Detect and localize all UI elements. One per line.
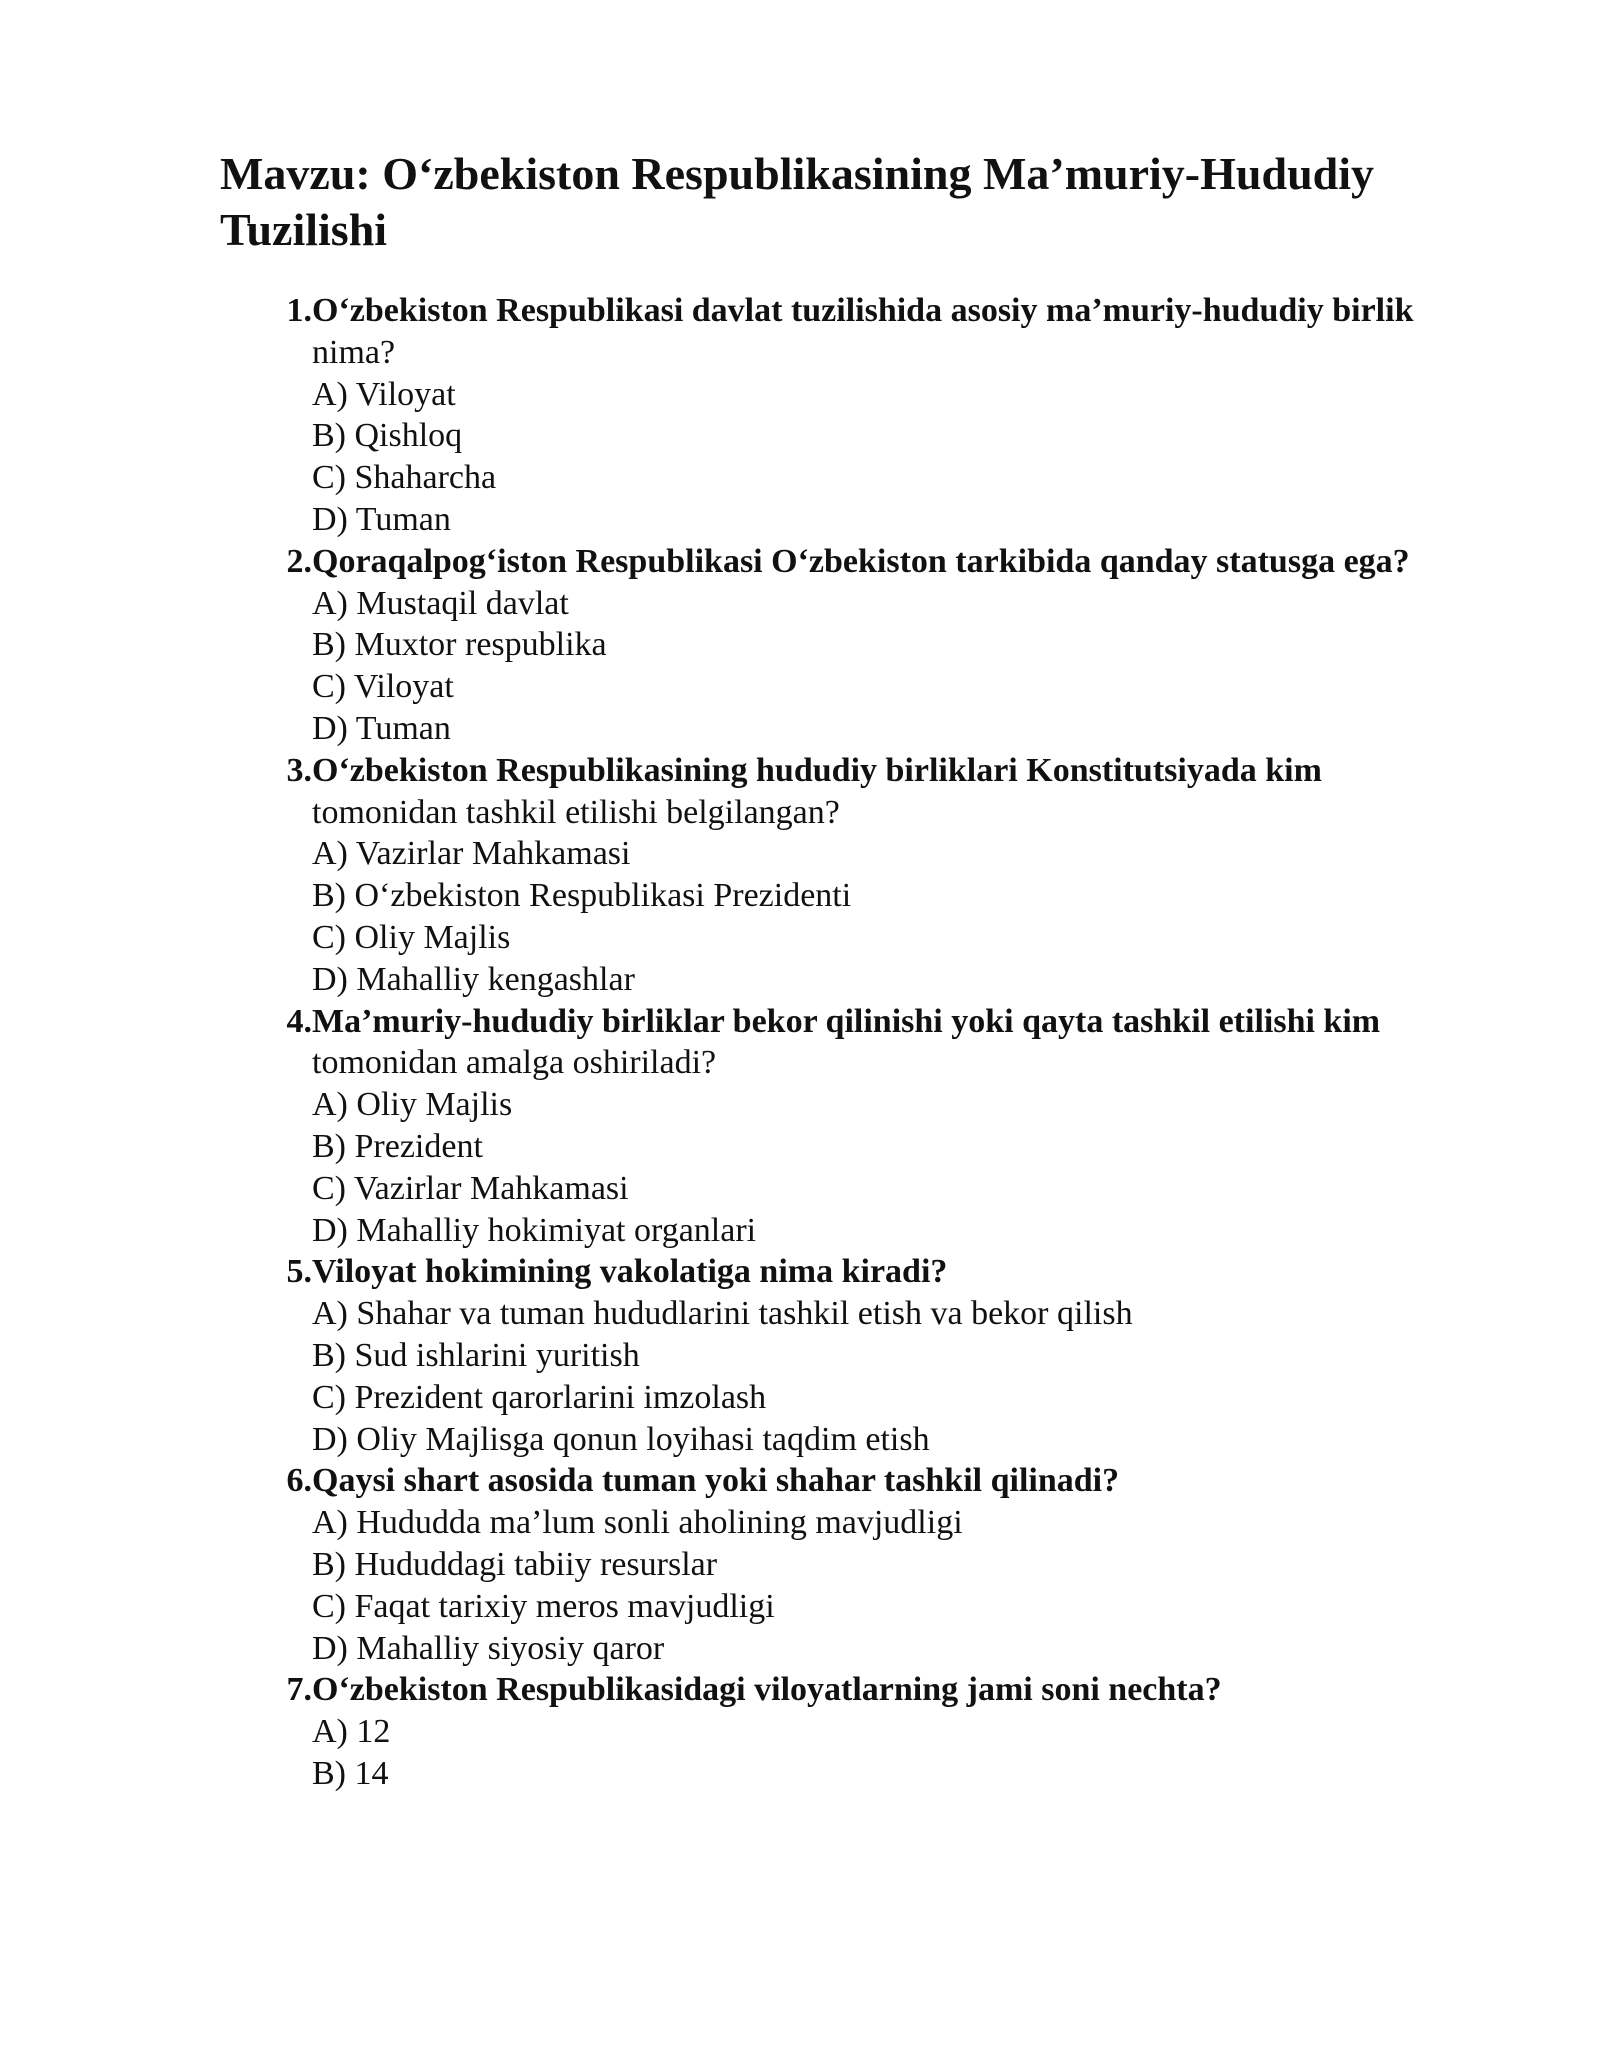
answer-option: D) Mahalliy siyosiy qaror bbox=[312, 1629, 665, 1667]
answer-option: C) Faqat tarixiy meros mavjudligi bbox=[312, 1587, 775, 1625]
answer-option: C) Shaharcha bbox=[312, 459, 497, 497]
answer-option: B) Qishloq bbox=[312, 417, 463, 455]
question-item bbox=[0, 1251, 1600, 1460]
question-text bbox=[312, 750, 1462, 834]
question-item bbox=[0, 1669, 1600, 1794]
question-body bbox=[312, 750, 1462, 1001]
answer-option: B) Muxtor respublika bbox=[312, 626, 607, 664]
question-text bbox=[312, 1460, 1462, 1502]
answer-option: A) Vazirlar Mahkamasi bbox=[312, 835, 631, 873]
question-body bbox=[312, 541, 1462, 750]
answer-option: A) Viloyat bbox=[312, 375, 456, 413]
question-number: 1. bbox=[286, 292, 312, 329]
question-item bbox=[0, 541, 1600, 750]
answer-option: D) Oliy Majlisga qonun loyihasi taqdim etish bbox=[312, 1420, 930, 1458]
answer-option: D) Tuman bbox=[312, 500, 451, 538]
answer-option: A) Shahar va tuman hududlarini tashkil etish va bekor qilish bbox=[312, 1295, 1133, 1333]
answer-option: C) Prezident qarorlarini imzolash bbox=[312, 1378, 767, 1416]
answer-option: A) 12 bbox=[312, 1713, 391, 1751]
question-normal-text: nima? bbox=[312, 333, 396, 371]
question-bold-text: O‘zbekiston Respublikasidagi viloyatlarning jami soni nechta? bbox=[312, 1671, 1222, 1709]
answer-option: D) Mahalliy hokimiyat organlari bbox=[312, 1211, 757, 1249]
question-bold-text: Qoraqalpog‘iston Respublikasi O‘zbekiston tarkibida qanday statusga ega? bbox=[312, 542, 1410, 580]
question-body bbox=[312, 1669, 1462, 1794]
question-normal-text: tomonidan amalga oshiriladi? bbox=[312, 1044, 717, 1082]
question-text bbox=[312, 1669, 1462, 1711]
question-number: 4. bbox=[286, 1002, 312, 1040]
answer-option: D) Mahalliy kengashlar bbox=[312, 960, 635, 998]
question-bold-text: Qaysi shart asosida tuman yoki shahar tashkil qilinadi? bbox=[312, 1462, 1120, 1500]
answer-option: B) Hududdagi tabiiy resurslar bbox=[312, 1545, 718, 1583]
answer-option: B) Sud ishlarini yuritish bbox=[312, 1336, 640, 1374]
answer-option: D) Tuman bbox=[312, 709, 451, 747]
answer-option: C) Oliy Majlis bbox=[312, 918, 511, 956]
question-bold-text: Viloyat hokimining vakolatiga nima kiradi? bbox=[312, 1253, 948, 1291]
question-body bbox=[312, 1460, 1462, 1669]
question-bold-text: O‘zbekiston Respublikasining hududiy birliklari Konstitutsiyada kim bbox=[312, 751, 1322, 789]
question-number: 7. bbox=[286, 1671, 312, 1709]
question-item bbox=[0, 1001, 1600, 1252]
page-title: Mavzu: O‘zbekiston Respublikasining Ma’muriy-Hududiy Tuzilishi bbox=[220, 148, 1375, 255]
answer-option: C) Viloyat bbox=[312, 668, 454, 706]
question-body bbox=[312, 1251, 1462, 1460]
question-bold-text: O‘zbekiston Respublikasi davlat tuzilishida asosiy ma’muriy-hududiy birlik bbox=[312, 292, 1414, 329]
question-item bbox=[0, 750, 1600, 1001]
question-body bbox=[312, 290, 1462, 541]
answer-option: C) Vazirlar Mahkamasi bbox=[312, 1169, 629, 1207]
question-body bbox=[312, 1001, 1462, 1252]
question-item bbox=[0, 1460, 1600, 1669]
question-normal-text: tomonidan tashkil etilishi belgilangan? bbox=[312, 793, 840, 831]
question-number: 6. bbox=[286, 1462, 312, 1500]
answer-option: B) Prezident bbox=[312, 1127, 483, 1165]
question-bold-text: Ma’muriy-hududiy birliklar bekor qilinishi yoki qayta tashkil etilishi kim bbox=[312, 1002, 1381, 1040]
question-text bbox=[312, 1251, 1462, 1293]
question-list bbox=[0, 290, 1600, 1795]
question-number: 5. bbox=[286, 1253, 312, 1291]
question-text bbox=[312, 1001, 1462, 1085]
answer-option: B) 14 bbox=[312, 1754, 389, 1792]
answer-option: B) O‘zbekiston Respublikasi Prezidenti bbox=[312, 877, 852, 915]
question-number: 2. bbox=[286, 542, 312, 580]
question-text bbox=[312, 290, 1462, 374]
answer-option: A) Mustaqil davlat bbox=[312, 584, 569, 622]
question-text bbox=[312, 541, 1462, 583]
question-number: 3. bbox=[286, 751, 312, 789]
answer-option: A) Hududda ma’lum sonli aholining mavjudligi bbox=[312, 1504, 963, 1542]
question-item bbox=[0, 290, 1600, 541]
answer-option: A) Oliy Majlis bbox=[312, 1086, 513, 1124]
